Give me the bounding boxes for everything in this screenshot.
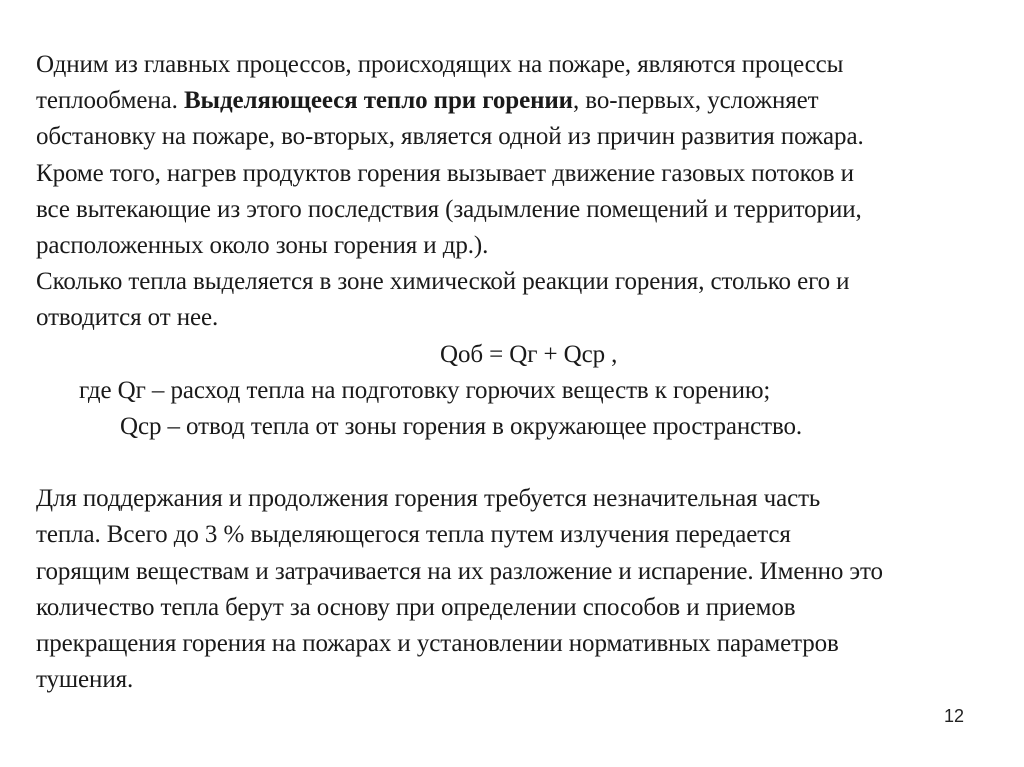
paragraph-3-line-6: тушения.: [36, 666, 134, 694]
paragraph-1-line-4: Кроме того, нагрев продуктов горения вызывает движение газовых потоков и: [36, 159, 854, 187]
blank-line: [36, 445, 1011, 481]
definition-qg: где Qг – расход тепла на подготовку горючих веществ к горению;: [79, 376, 771, 404]
paragraph-1-line-2-start: теплообмена.: [36, 87, 184, 115]
page-number: 12: [944, 706, 965, 726]
paragraph-1-line-6: расположенных около зоны горения и др.).: [36, 231, 489, 259]
definition-qsr: Qср – отвод тепла от зоны горения в окружающее пространство.: [120, 412, 803, 440]
paragraph-3-line-4: количество тепла берут за основу при определении способов и приемов: [36, 593, 796, 621]
paragraph-3-line-1: Для поддержания и продолжения горения требуется незначительная часть: [36, 485, 821, 513]
paragraph-1-line-2-end: , во-первых, усложняет: [572, 87, 819, 115]
paragraph-2-line-2: отводится от нее.: [36, 304, 219, 332]
paragraph-2-line-1: Сколько тепла выделяется в зоне химической реакции горения, столько его и: [36, 268, 850, 296]
highlighted-phrase: Выделяющееся тепло при горении: [183, 87, 573, 115]
paragraph-1-line-2: [36, 83, 1011, 119]
paragraph-3-line-3: горящим веществам и затрачивается на их разложение и испарение. Именно это: [36, 557, 883, 585]
slide-text: [36, 47, 1011, 698]
paragraph-1-line-1: Одним из главных процессов, происходящих на пожаре, являются процессы: [36, 51, 844, 78]
paragraph-3-line-2: тепла. Всего до 3 % выделяющегося тепла путем излучения передается: [36, 521, 791, 549]
paragraph-1-line-5: все вытекающие из этого последствия (задымление помещений и территории,: [36, 195, 862, 223]
heat-balance-formula: Qоб = Qг + Qср ,: [440, 340, 618, 368]
paragraph-1-line-3: обстановку на пожаре, во-вторых, является одной из причин развития пожара.: [36, 123, 864, 151]
paragraph-3-line-5: прекращения горения на пожарах и установлении нормативных параметров: [36, 630, 839, 657]
